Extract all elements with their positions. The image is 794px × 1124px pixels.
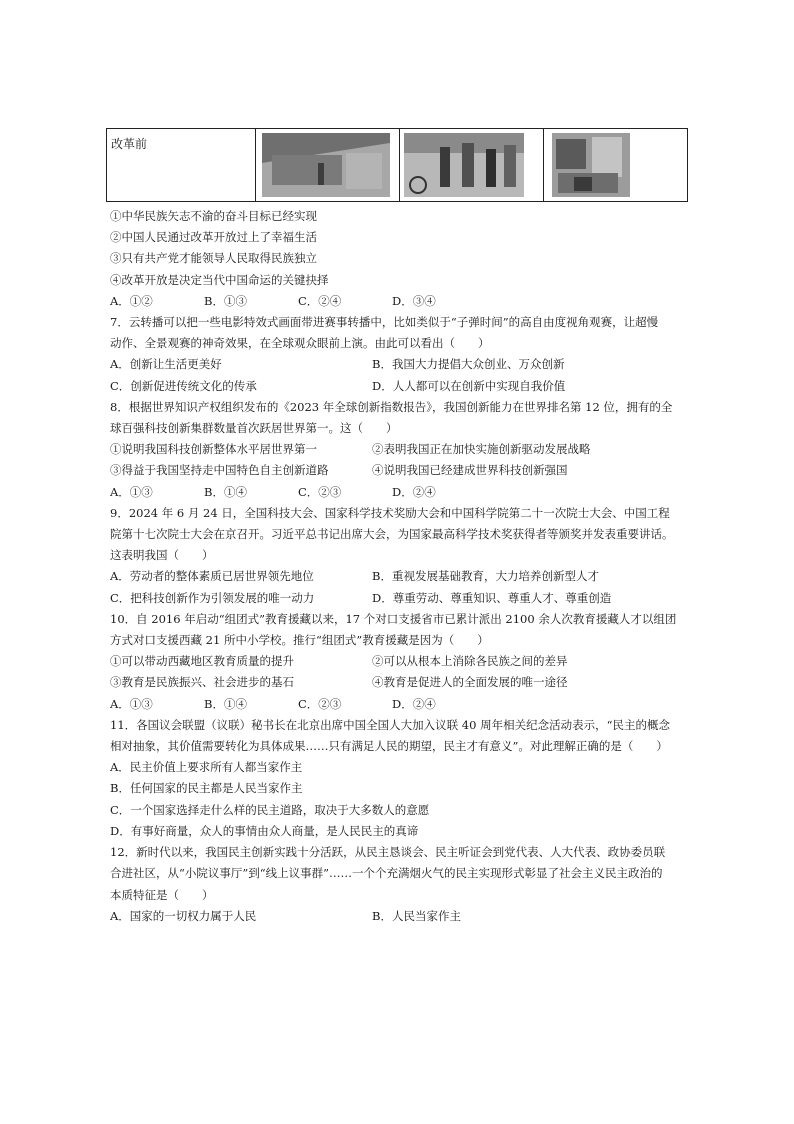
q6-item-4: ④改革开放是决定当代中国命运的关键抉择 bbox=[110, 272, 329, 287]
old-street-photo bbox=[262, 133, 390, 197]
q12-option-b[interactable]: B．人民当家作主 bbox=[372, 908, 461, 923]
q10-option-b[interactable]: B．①④ bbox=[204, 696, 247, 711]
q6-options bbox=[110, 291, 690, 312]
street-people-bicycle-photo bbox=[404, 133, 524, 197]
q8-option-d[interactable]: D．②④ bbox=[392, 484, 436, 499]
q8-option-c[interactable]: C．②③ bbox=[298, 484, 342, 499]
q8-option-b[interactable]: B．①④ bbox=[204, 484, 247, 499]
q10-item-2: ②可以从根本上消除各民族之间的差异 bbox=[372, 654, 568, 669]
q10-option-a[interactable]: A．①③ bbox=[110, 696, 153, 711]
q12-stem-line-2: 合进社区，从“小院议事厅”到“线上议事群”……一个个充满烟火气的民主实现形式彰显了社会主义民主政治的 bbox=[110, 866, 663, 881]
q10-items-row-2 bbox=[110, 672, 690, 693]
old-room-photo bbox=[552, 133, 630, 197]
q8-items-row-1 bbox=[110, 439, 690, 460]
q9-stem-line-2: 院第十七次院士大会在京召开。习近平总书记出席大会，为国家最高科学技术奖获得者等颁奖并发表重要讲话。 bbox=[110, 527, 674, 542]
q9-options-row-2 bbox=[110, 588, 690, 609]
table-label-before-reform: 改革前 bbox=[107, 129, 256, 202]
q11-option-b[interactable]: B．任何国家的民主都是人民当家作主 bbox=[110, 781, 303, 796]
q8-item-2: ②表明我国正在加快实施创新驱动发展战略 bbox=[372, 442, 591, 457]
photo-cell-3 bbox=[544, 129, 688, 202]
q7-option-b[interactable]: B．我国大力提倡大众创业、万众创新 bbox=[372, 357, 565, 372]
q8-stem-line-1: 8．根据世界知识产权组织发布的《2023 年全球创新指数报告》，我国创新能力在世界排名第 12 位，拥有的全 bbox=[110, 399, 673, 414]
q6-option-c[interactable]: C．②④ bbox=[298, 293, 342, 308]
q11-option-d[interactable]: D．有事好商量，众人的事情由众人商量，是人民民主的真谛 bbox=[110, 823, 419, 838]
photo-cell-1 bbox=[256, 129, 400, 202]
q11-stem-line-1: 11．各国议会联盟（议联）秘书长在北京出席中国全国人大加入议联 40 周年相关纪念活动表示，“民主的概念 bbox=[110, 717, 670, 732]
q11-stem-line-2: 相对抽象，其价值需要转化为具体成果……只有满足人民的期望，民主才有意义”。对此理解正确的是（ ） bbox=[110, 739, 668, 754]
q9-stem-line-3: 这表明我国（ ） bbox=[110, 548, 214, 563]
q8-option-a[interactable]: A．①③ bbox=[110, 484, 153, 499]
q9-option-a[interactable]: A．劳动者的整体素质已居世界领先地位 bbox=[110, 569, 314, 584]
q9-option-d[interactable]: D．尊重劳动、尊重知识、尊重人才、尊重创造 bbox=[372, 590, 612, 605]
reform-photo-table bbox=[106, 128, 688, 202]
q10-item-4: ④教育是促进人的全面发展的唯一途径 bbox=[372, 675, 568, 690]
q6-item-1: ①中华民族矢志不渝的奋斗目标已经实现 bbox=[110, 209, 317, 223]
q7-stem-line-2: 动作、全景观赛的神奇效果，在全球观众眼前上演。由此可以看出（ ） bbox=[110, 336, 490, 351]
q10-item-1: ①可以带动西藏地区教育质量的提升 bbox=[110, 654, 294, 669]
q11-option-c[interactable]: C．一个国家选择走什么样的民主道路，取决于大多数人的意愿 bbox=[110, 802, 430, 817]
q8-item-1: ①说明我国科技创新整体水平居世界第一 bbox=[110, 442, 317, 457]
q10-item-3: ③教育是民族振兴、社会进步的基石 bbox=[110, 675, 294, 690]
q6-item-2: ②中国人民通过改革开放过上了幸福生活 bbox=[110, 230, 317, 245]
q10-stem-line-1: 10．自 2016 年启动“组团式”教育援藏以来，17 个对口支援省市已累计派出 2100 余人次教育援藏人才以组团 bbox=[110, 611, 677, 626]
q8-item-4: ④说明我国已经建成世界科技创新强国 bbox=[372, 463, 568, 478]
q10-stem-line-2: 方式对口支援西藏 21 所中小学校。推行“组团式”教育援藏是因为（ ） bbox=[110, 633, 489, 648]
q8-options bbox=[110, 482, 690, 503]
q6-option-a[interactable]: A．①② bbox=[110, 293, 153, 308]
q8-item-3: ③得益于我国坚持走中国特色自主创新道路 bbox=[110, 463, 329, 478]
q11-option-a[interactable]: A．民主价值上要求所有人都当家作主 bbox=[110, 760, 303, 775]
q6-item-3: ③只有共产党才能领导人民取得民族独立 bbox=[110, 251, 317, 266]
q10-option-c[interactable]: C．②③ bbox=[298, 696, 342, 711]
q6-option-d[interactable]: D．③④ bbox=[392, 293, 436, 308]
q12-option-a[interactable]: A．国家的一切权力属于人民 bbox=[110, 908, 257, 923]
q10-items-row-1 bbox=[110, 651, 690, 672]
q10-options bbox=[110, 694, 690, 715]
q9-option-b[interactable]: B．重视发展基础教育，大力培养创新型人才 bbox=[372, 569, 599, 584]
q7-stem-line-1: 7．云转播可以把一些电影特效式画面带进赛事转播中，比如类似于“子弹时间”的高自由度视角观赛，让超慢 bbox=[110, 315, 659, 330]
q12-stem-line-3: 本质特征是（ ） bbox=[110, 887, 214, 902]
q9-options-row-1 bbox=[110, 566, 690, 587]
question-list bbox=[110, 206, 690, 927]
photo-cell-2 bbox=[400, 129, 544, 202]
q7-options-row-2 bbox=[110, 376, 690, 397]
q10-option-d[interactable]: D．②④ bbox=[392, 696, 436, 711]
q6-option-b[interactable]: B．①③ bbox=[204, 293, 247, 308]
q7-options-row-1 bbox=[110, 354, 690, 375]
q9-stem-line-1: 9．2024 年 6 月 24 日，全国科技大会、国家科学技术奖励大会和中国科学院第二十一次院士大会、中国工程 bbox=[110, 505, 670, 520]
q9-option-c[interactable]: C．把科技创新作为引领发展的唯一动力 bbox=[110, 590, 315, 605]
q8-items-row-2 bbox=[110, 460, 690, 481]
q12-stem-line-1: 12．新时代以来，我国民主创新实践十分活跃，从民主恳谈会、民主听证会到党代表、人大代表、政协委员联 bbox=[110, 845, 666, 860]
q8-stem-line-2: 球百强科技创新集群数量首次跃居世界第一。这（ ） bbox=[110, 421, 398, 436]
q7-option-d[interactable]: D．人人都可以在创新中实现自我价值 bbox=[372, 378, 566, 393]
q12-options-row-1 bbox=[110, 906, 690, 927]
q7-option-c[interactable]: C．创新促进传统文化的传承 bbox=[110, 378, 257, 393]
q7-option-a[interactable]: A．创新让生活更美好 bbox=[110, 357, 222, 372]
